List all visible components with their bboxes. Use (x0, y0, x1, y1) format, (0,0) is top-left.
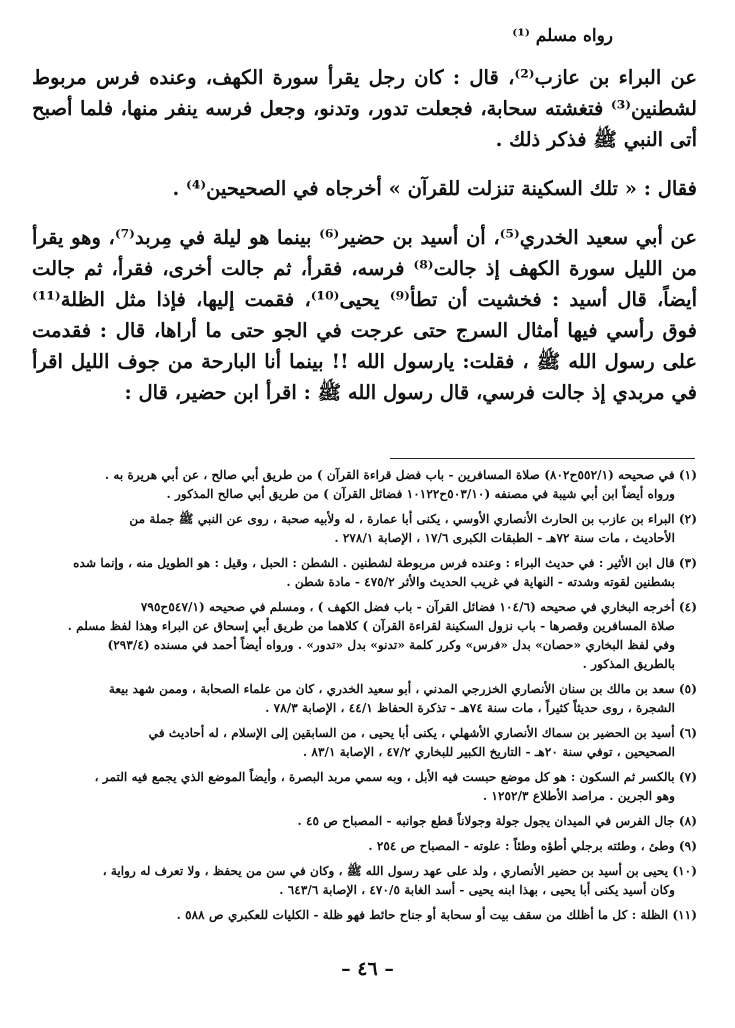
footnote-line: وكان أسيد يكنى أبا يحيى ، بهذا ابنه يحيى - أسد الغابة ٤٧٠/٥ ، الإصابة ٦٤٣/٦ . (279, 883, 675, 897)
footnote-line: (١١) الظلة : كل ما أظلك من سقف بيت أو سحابة أو جناح حائط فهو ظلة - الكليات للعكبري ص ٥٨٨ . (176, 908, 697, 922)
footnote-line: (٩) وطئ ، وطئته برجلي أطؤه وطئاً : علوته - المصباح ص ٢٥٤ . (368, 839, 697, 853)
footnote-line: (٨) جال الفرس في الميدان يجول جولة وجولاناً قطع جوانبه - المصباح ص ٤٥ . (297, 814, 697, 828)
footnote-separator (390, 458, 695, 459)
footnote-line: ورواه أيضاً ابن أبي شيبة في مصنفه (٥٠٣/١٠ح١٠١٢٢ فضائل القرآن ) من طريق أبي صالح المذكور . (166, 487, 675, 501)
footnote-1 (29, 466, 697, 504)
footnote-line: (٧) بالكسر ثم السكون : هو كل موضع حبست فيه الأبل ، وبه سمي مربد البصرة ، وأيضاً الموضع الذي يجمع فيه التمر ، (94, 770, 697, 784)
text-line: الليل اقرأ في مربدي إذ جالت فرسي، قال رسول الله ﷺ : اقرأ ابن حضير، قال : (32, 350, 697, 404)
footnote-3 (29, 554, 697, 592)
footnote-line: بشطنين لقوته وشدته - النهاية في غريب الحديث والأثر ٤٧٥/٢ - مادة شطن . (286, 575, 675, 589)
source-reference: رواه مسلم ⁽¹⁾ (512, 26, 613, 46)
footnote-line: (٣) قال ابن الأثير : في حديث البراء : وعنده فرس مربوطة لشطنين . الشطن : الحبل ، وقيل : هو الطويل منه ، وإنما شده (73, 556, 697, 570)
paragraph-2 (32, 173, 697, 204)
text-line: لشطنين⁽³⁾ فتغشته سحابة، فجعلت تدور، وتدنو، وجعل فرسه ينفر منها، فلما (80, 97, 697, 120)
footnote-2 (29, 510, 697, 548)
text-line: جالت أيضاً، قال أسيد : فخشيت أن تطأ⁽⁹⁾ يحيى⁽¹⁰⁾، فقمت إليها، فإذا مثل (32, 257, 697, 311)
footnote-line: صلاة المسافرين وقصرها - باب نزول السكينة لقراءة القرآن ) كلاهما من طريق أبي إسحاق عن البراء وهذا لفظ مسلم . (67, 619, 675, 633)
footnote-line: وهو الجرين . مراصد الأطلاع ١٢٥٢/٣ . (482, 789, 675, 803)
text-line: يقرأ من الليل سورة الكهف إذ جالت⁽⁸⁾ فرسه، فقرأ، ثم جالت أخرى، فقرأ، ثم (32, 226, 697, 280)
footnote-line: (٦) أسيد بن الحضير بن سماك الأنصاري الأشهلي ، يكنى أبا يحيى ، من السابقين إلى الإسلام ، له أحاديث في (148, 726, 697, 740)
footnote-7 (29, 768, 697, 806)
footnote-line: (٥) سعد بن مالك بن سنان الأنصاري الخزرجي المدني ، أبو سعيد الخدري ، كان من علماء الصحابة ، وممن شهد بيعة (108, 682, 697, 696)
footnote-10 (29, 862, 697, 900)
footnote-line: (١٠) يحيى بن أسيد بن حضير الأنصاري ، ولد على عهد رسول الله ﷺ ، وكان في سن من يحفظ ، ولا تعرف له رواية ، (102, 864, 697, 878)
page-number: – ٤٦ – (341, 958, 394, 980)
footnote-11 (29, 906, 697, 925)
text-line: عن أبي سعيد الخدري⁽⁵⁾، أن أسيد بن حضير⁽⁶⁾ بينما هو ليلة في مِربد⁽⁷⁾، وهو (71, 226, 697, 249)
text-line: فقال : « تلك السكينة تنزلت للقرآن » أخرجاه في الصحيحين⁽⁴⁾ . (172, 177, 697, 200)
text-line: الظلة⁽¹¹⁾ فوق رأسي فيها أمثال السرج حتى عرجت في الجو حتى ما أراها، قال : (32, 288, 697, 342)
footnote-line: (١) في صحيحه (٥٥٢/١ح٨٠٢) صلاة المسافرين - باب فضل قراءة القرآن ) من طريق أبي صالح ، عن أبي هريرة به . (104, 468, 697, 482)
footnote-line: وفي لفظ البخاري «حصان» بدل «فرس» وكرر كلمة «تدنو» بدل «تدور» . ورواه أيضاً أحمد في مسنده (٢٩٣/٤) (107, 638, 675, 652)
text-line: أصبح أتى النبي ﷺ فذكر ذلك . (32, 97, 697, 151)
footnote-line: (٤) أخرجه البخاري في صحيحه (١٠٤/٦ فضائل القرآن - باب فضل الكهف ) ، ومسلم في صحيحه (٥٤٧/١ح٧٩٥ (140, 600, 697, 614)
main-text (32, 62, 697, 420)
paragraph-1 (32, 62, 697, 155)
footnote-4 (29, 598, 697, 674)
footnotes (29, 466, 697, 931)
footnote-line: بالطريق المذكور . (582, 657, 675, 671)
footnote-line: الأحاديث ، مات سنة ٧٢هـ - الطبقات الكبرى ١٧/٦ ، الإصابة ٢٧٨/١ . (334, 531, 675, 545)
text-line: فقدمت على رسول الله ﷺ ، فقلت: يارسول الله !! بينما أنا البارحة من جوف (32, 319, 697, 373)
paragraph-3 (32, 222, 697, 408)
footnote-8 (29, 812, 697, 831)
footnote-9 (29, 837, 697, 856)
footnote-line: الصحيحين ، توفي سنة ٢٠هـ - التاريخ الكبير للبخاري ٤٧/٢ ، الإصابة ٨٣/١ . (302, 745, 675, 759)
footnote-5 (29, 680, 697, 718)
footnote-line: الشجرة ، روى حديثاً كثيراً ، مات سنة ٧٤هـ - تذكرة الحفاظ ٤٤/١ ، الإصابة ٧٨/٣ . (265, 701, 675, 715)
footnote-6 (29, 724, 697, 762)
footnote-line: (٢) البراء بن عازب بن الحارث الأنصاري الأوسي ، يكنى أبا عمارة ، له ولأبيه صحبة ، روى عن النبي ﷺ جملة من (129, 512, 697, 526)
text-line: عن البراء بن عازب⁽²⁾، قال : كان رجل يقرأ سورة الكهف، وعنده فرس مربوط (32, 66, 697, 89)
